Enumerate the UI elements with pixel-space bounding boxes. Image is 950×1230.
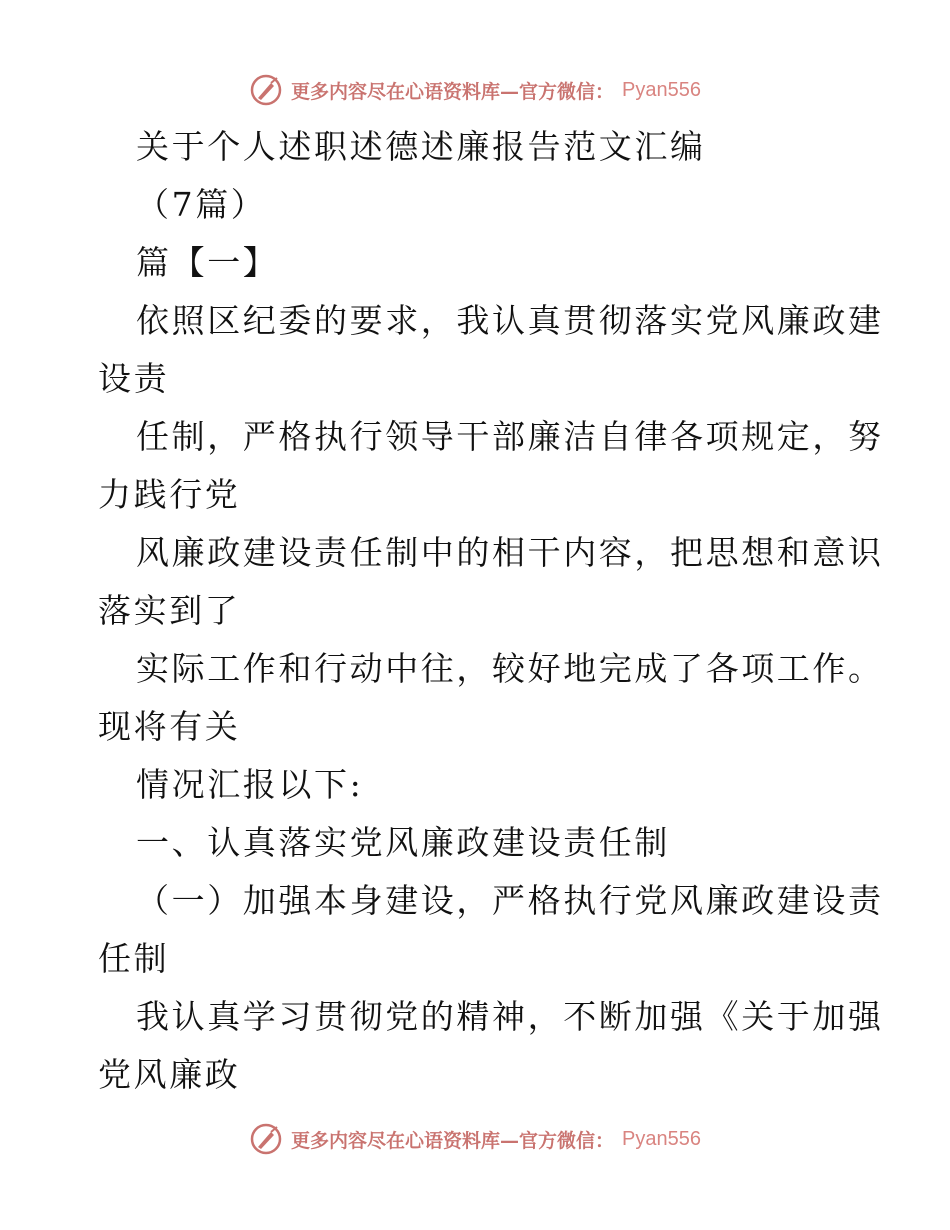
watermark-footer [0, 1119, 950, 1159]
paragraph-line: 设责 [98, 359, 170, 398]
paragraph-line: 实际工作和行动中往，较好地完成了各项工作。 [136, 649, 884, 688]
paragraph-line: 依照区纪委的要求，我认真贯彻落实党风廉政建 [136, 301, 884, 340]
paragraph-line: 现将有关 [98, 707, 241, 746]
document-subtitle: （7篇） [136, 185, 267, 224]
document-title: 关于个人述职述德述廉报告范文汇编 [136, 127, 706, 166]
paragraph-line: 风廉政建设责任制中的相干内容，把思想和意识 [136, 533, 884, 572]
watermark-header [0, 70, 950, 110]
paragraph-line: 力践行党 [98, 475, 241, 514]
watermark-text: 更多内容尽在心语资料库—官方微信： [291, 1129, 615, 1152]
watermark-text: 更多内容尽在心语资料库—官方微信： [291, 80, 615, 103]
quill-pen-circle-icon [249, 1122, 283, 1156]
watermark-wechat-id: Pyan556 [622, 78, 701, 101]
paragraph-line: 任制，严格执行领导干部廉洁自律各项规定，努 [136, 417, 884, 456]
paragraph-line: 我认真学习贯彻党的精神，不断加强《关于加强 [136, 997, 884, 1036]
subsection-heading: 一、认真落实党风廉政建设责任制 [136, 823, 670, 862]
paragraph-line: 落实到了 [98, 591, 241, 630]
subsection-heading-continued: 任制 [98, 939, 170, 978]
paragraph-line: 情况汇报以下: [136, 765, 364, 804]
paragraph-line: 党风廉政 [98, 1055, 241, 1094]
subsection-heading: （一）加强本身建设，严格执行党风廉政建设责 [136, 881, 884, 920]
quill-pen-circle-icon [249, 73, 283, 107]
document-body [98, 118, 884, 1104]
section-heading: 篇【一】 [136, 243, 279, 282]
watermark-wechat-id: Pyan556 [622, 1127, 701, 1150]
